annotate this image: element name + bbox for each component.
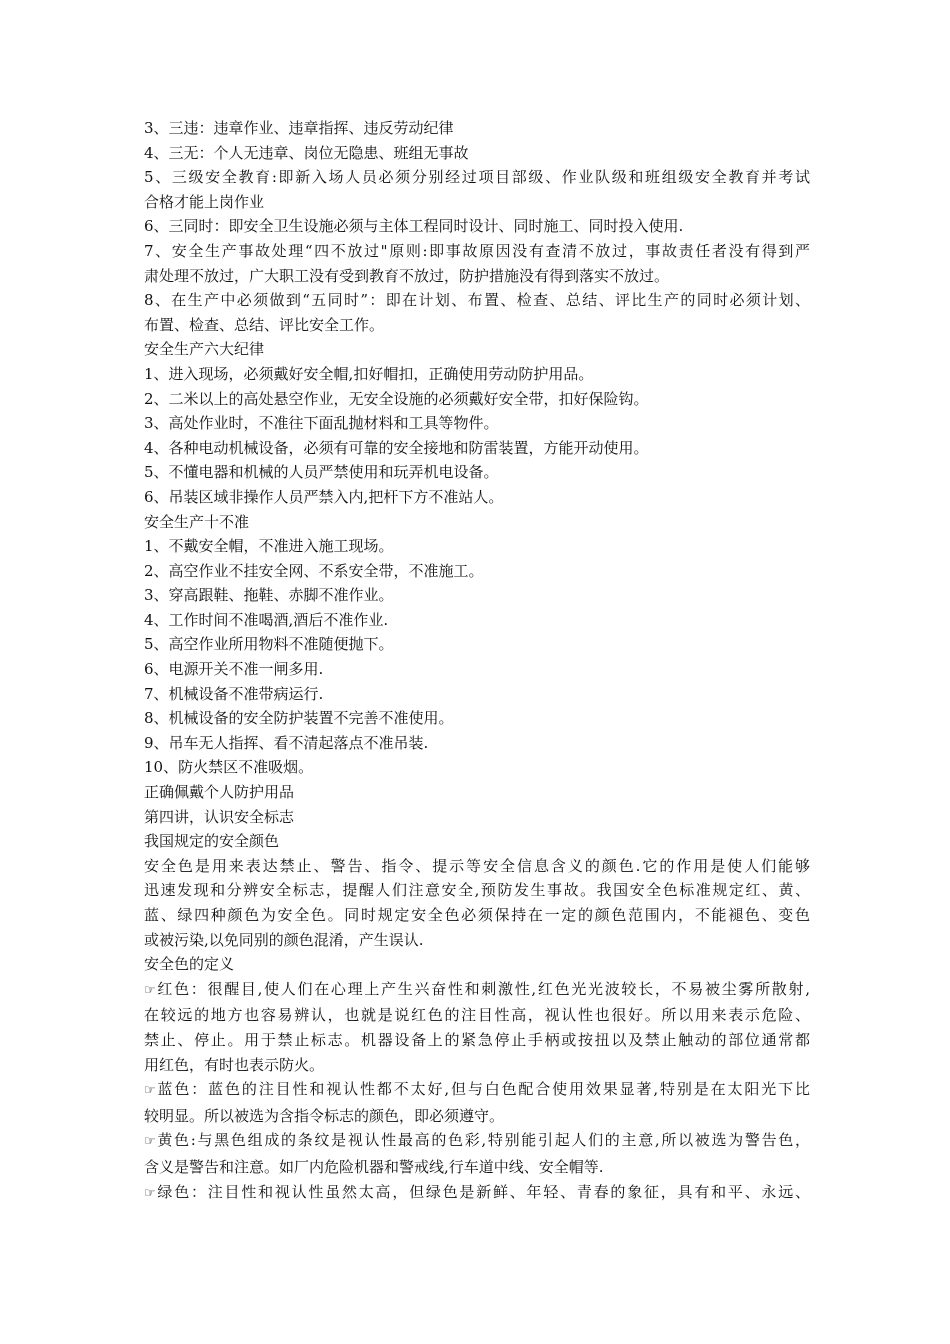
line-text: 正确佩戴个人防护用品 xyxy=(144,783,295,802)
line-text: 9、吊车无人指挥、看不清起落点不准吊装. xyxy=(144,733,429,752)
text-line xyxy=(144,214,810,239)
line-text: 安全生产六大纪律 xyxy=(144,340,265,359)
text-line xyxy=(144,141,810,166)
text-line xyxy=(144,952,810,977)
line-text: 5、三级安全教育:即新入场人员必须分别经过项目部级、作业队级和班组级安全教育并考试 xyxy=(144,168,810,187)
pointing-hand-icon: ☞ xyxy=(144,1083,156,1099)
line-text: 4、各种电动机械设备，必须有可靠的安全接地和防雷装置，方能开动使用。 xyxy=(144,438,649,457)
text-line xyxy=(144,657,810,682)
text-line xyxy=(144,829,810,854)
text-line xyxy=(144,510,810,535)
text-line xyxy=(144,1077,810,1104)
text-line xyxy=(144,116,810,141)
line-text: 6、吊装区域非操作人员严禁入内,把杆下方不准站人。 xyxy=(144,487,504,506)
line-text: 2、二米以上的高处悬空作业，无安全设施的必须戴好安全带，扣好保险钩。 xyxy=(144,389,649,408)
line-text: 2、高空作业不挂安全网、不系安全带，不准施工。 xyxy=(144,561,484,580)
line-text: 较明显。所以被选为含指令标志的颜色，即必须遵守。 xyxy=(144,1106,505,1125)
text-line xyxy=(144,190,810,215)
text-line xyxy=(144,1104,810,1129)
text-line xyxy=(144,1053,810,1078)
text-line xyxy=(144,1155,810,1180)
line-text: 肃处理不放过，广大职工没有受到教育不放过，防护措施没有得到落实不放过。 xyxy=(144,266,670,285)
line-text: 3、高处作业时，不准往下面乱抛材料和工具等物件。 xyxy=(144,414,499,433)
line-text: 或被污染,以免同别的颜色混淆，产生误认. xyxy=(144,930,424,949)
line-text: 8、在生产中必须做到“五同时”：即在计划、布置、检查、总结、评比生产的同时必须计划、 xyxy=(144,291,810,310)
line-text: 安全色的定义 xyxy=(144,955,235,974)
text-line xyxy=(144,878,810,903)
text-line xyxy=(144,632,810,657)
line-text: 蓝色：蓝色的注目性和视认性都不太好,但与白色配合使用效果显著,特别是在太阳光下比 xyxy=(155,1080,810,1099)
line-text: 3、穿高跟鞋、拖鞋、赤脚不准作业。 xyxy=(144,586,394,605)
text-line xyxy=(144,1128,810,1155)
text-line xyxy=(144,165,810,190)
line-text: 黄色:与黑色组成的条纹是视认性最高的色彩,特别能引起人们的主意,所以被选为警告色， xyxy=(155,1131,810,1150)
line-text: 我国规定的安全颜色 xyxy=(144,832,280,851)
text-line xyxy=(144,755,810,780)
text-line xyxy=(144,903,810,928)
line-text: 5、不懂电器和机械的人员严禁使用和玩弄机电设备。 xyxy=(144,463,499,482)
pointing-hand-icon: ☞ xyxy=(144,982,156,998)
text-line xyxy=(144,534,810,559)
line-text: 4、三无：个人无违章、岗位无隐患、班组无事故 xyxy=(144,143,469,162)
line-text: 第四讲，认识安全标志 xyxy=(144,807,295,826)
text-line xyxy=(144,682,810,707)
line-text: 1、进入现场，必须戴好安全帽,扣好帽扣，正确使用劳动防护用品。 xyxy=(144,364,594,383)
line-text: 6、电源开关不准一闸多用. xyxy=(144,660,324,679)
line-text: 迅速发现和分辨安全标志，提醒人们注意安全,预防发生事故。我国安全色标准规定红、黄、 xyxy=(144,881,810,900)
text-line xyxy=(144,387,810,412)
line-text: 7、安全生产事故处理“四不放过"原则:即事故原因没有查清不放过，事故责任者没有得到严 xyxy=(144,241,810,260)
text-line xyxy=(144,239,810,264)
line-text: 8、机械设备的安全防护装置不完善不准使用。 xyxy=(144,709,454,728)
text-line xyxy=(144,583,810,608)
text-line xyxy=(144,706,810,731)
line-text: 安全色是用来表达禁止、警告、指令、提示等安全信息含义的颜色.它的作用是使人们能够 xyxy=(144,856,810,875)
text-line xyxy=(144,977,810,1004)
text-line xyxy=(144,288,810,313)
line-text: 蓝、绿四种颜色为安全色。同时规定安全色必须保持在一定的颜色范围内，不能褪色、变色 xyxy=(144,906,810,924)
line-text: 10、防火禁区不准吸烟。 xyxy=(144,758,314,777)
text-line xyxy=(144,731,810,756)
text-line xyxy=(144,337,810,362)
line-text: 3、三违：违章作业、违章指挥、违反劳动纪律 xyxy=(144,119,454,137)
line-text: 绿色：注目性和视认性虽然太高，但绿色是新鲜、年轻、青春的象征，具有和平、永远、 xyxy=(155,1182,810,1201)
text-line xyxy=(144,805,810,830)
text-line xyxy=(144,411,810,436)
pointing-hand-icon: ☞ xyxy=(144,1134,156,1150)
text-line xyxy=(144,362,810,387)
text-line xyxy=(144,928,810,953)
text-line xyxy=(144,1003,810,1028)
line-text: 1、不戴安全帽，不准进入施工现场。 xyxy=(144,537,394,556)
text-line xyxy=(144,1028,810,1053)
line-text: 布置、检查、总结、评比安全工作。 xyxy=(144,315,385,334)
line-text: 6、三同时：即安全卫生设施必须与主体工程同时设计、同时施工、同时投入使用. xyxy=(144,217,684,236)
line-text: 7、机械设备不准带病运行. xyxy=(144,684,324,703)
text-line xyxy=(144,436,810,461)
line-text: 含义是警告和注意。如厂内危险机器和警戒线,行车道中线、安全帽等. xyxy=(144,1157,604,1176)
line-text: 在较远的地方也容易辨认，也就是说红色的注目性高，视认性也很好。所以用来表示危险、 xyxy=(144,1006,810,1025)
text-line xyxy=(144,264,810,289)
line-text: 禁止、停止。用于禁止标志。机器设备上的紧急停止手柄或按扭以及禁止触动的部位通常都 xyxy=(144,1030,810,1049)
line-text: 4、工作时间不准喝酒,酒后不准作业. xyxy=(144,610,389,629)
text-line xyxy=(144,460,810,485)
line-text: 安全生产十不准 xyxy=(144,512,250,531)
text-line xyxy=(144,559,810,584)
text-line xyxy=(144,1180,810,1207)
line-text: 用红色，有时也表示防火。 xyxy=(144,1055,325,1074)
text-line xyxy=(144,608,810,633)
pointing-hand-icon: ☞ xyxy=(144,1185,156,1201)
line-text: 合格才能上岗作业 xyxy=(144,192,265,211)
text-line xyxy=(144,854,810,879)
text-line xyxy=(144,780,810,805)
document-page xyxy=(144,116,810,1206)
text-line xyxy=(144,485,810,510)
line-text: 5、高空作业所用物料不准随便抛下。 xyxy=(144,635,394,654)
text-line xyxy=(144,313,810,338)
line-text: 红色：很醒目,使人们在心理上产生兴奋性和刺激性,红色光光波较长，不易被尘雾所散射, xyxy=(155,979,810,998)
